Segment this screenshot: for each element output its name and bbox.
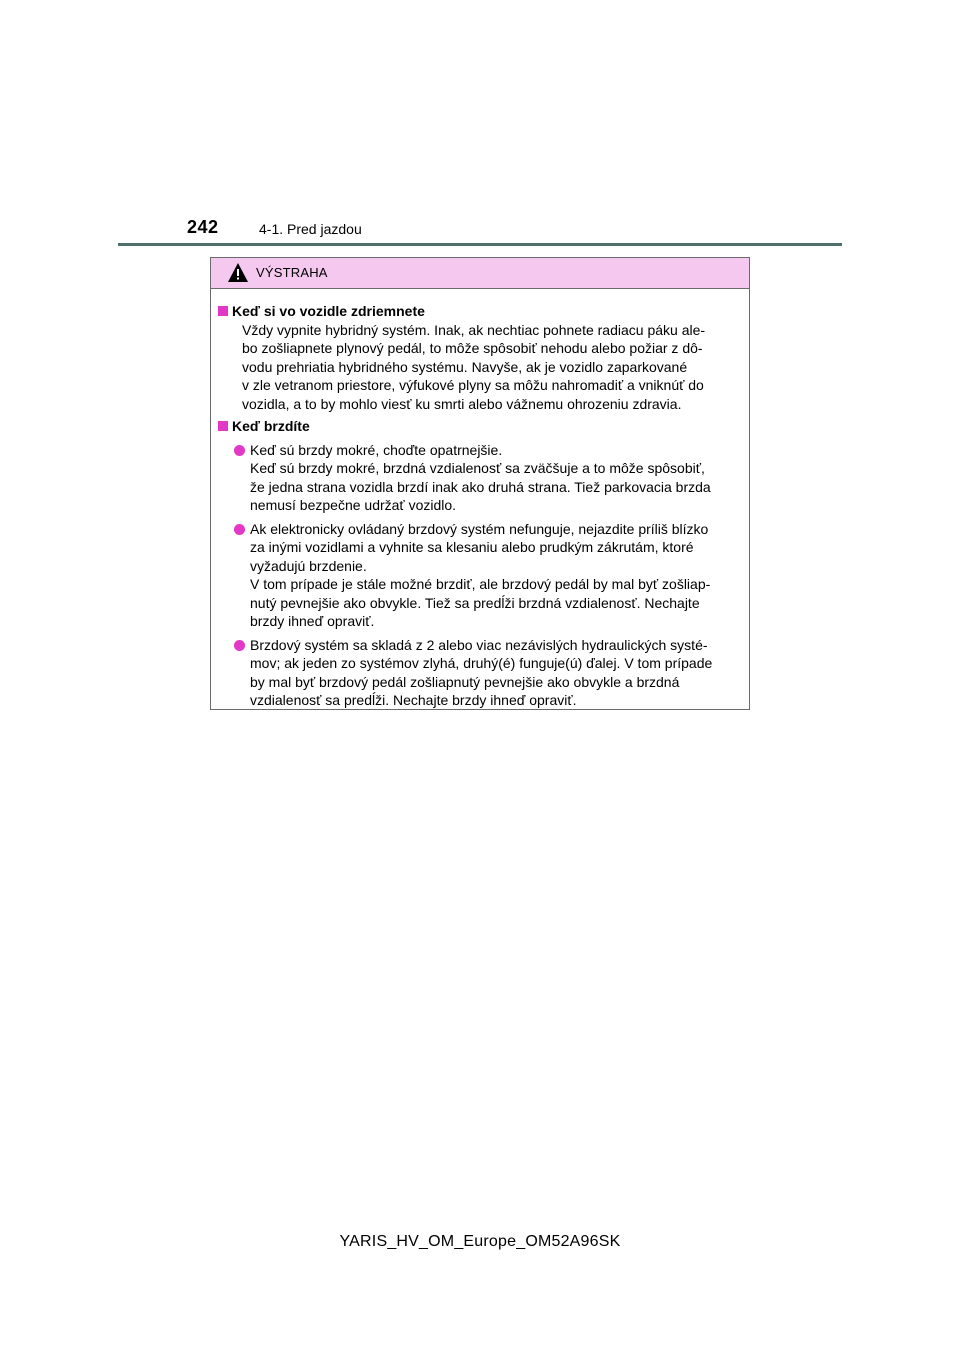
section-heading <box>218 302 742 321</box>
circle-bullet-icon <box>234 445 245 456</box>
list-item <box>218 520 742 631</box>
text-line: mov; ak jeden zo systémov zlyhá, druhý(é) funguje(ú) ďalej. V tom prípade <box>250 655 713 671</box>
section-heading-text: Keď brzdíte <box>232 418 310 434</box>
warning-title: VÝSTRAHA <box>256 265 328 280</box>
text-line: Keď sú brzdy mokré, brzdná vzdialenosť sa zväčšuje a to môže spôsobiť, <box>250 460 705 476</box>
list-item <box>218 441 742 515</box>
text-line: Ak elektronicky ovládaný brzdový systém nefunguje, nejazdite príliš blízko <box>250 520 709 537</box>
text-line: nemusí bezpečne udržať vozidlo. <box>250 497 457 513</box>
text-line: Vždy vypnite hybridný systém. Inak, ak nechtiac pohnete radiacu páku ale- <box>242 321 706 338</box>
text-line: za inými vozidlami a vyhnite sa klesaniu alebo prudkým zákrutám, ktoré <box>250 539 694 555</box>
page-number: 242 <box>187 217 219 237</box>
text-line: Keď sú brzdy mokré, choďte opatrnejšie. <box>250 441 503 458</box>
warning-content <box>211 289 749 710</box>
text-line: by mal byť brzdový pedál zošliapnutý pevnejšie ako obvykle a brzdná <box>250 673 680 690</box>
text-line: vozidla, a to by mohlo viesť ku smrti alebo vážnemu ohrozeniu zdravia. <box>242 395 682 412</box>
warning-header <box>211 258 749 289</box>
circle-bullet-icon <box>234 640 245 651</box>
text-line: Brzdový systém sa skladá z 2 alebo viac nezávislých hydraulických systé- <box>250 636 708 653</box>
text-line: vodu prehriatia hybridného systému. Navyše, ak je vozidlo zaparkované <box>242 358 688 375</box>
text-line: bo zošliapnete plynový pedál, to môže spôsobiť nehodu alebo požiar z dô- <box>242 340 703 356</box>
text-line: vzdialenosť sa predĺži. Nechajte brzdy ihneď opraviť. <box>250 692 577 708</box>
square-bullet-icon <box>218 421 228 431</box>
header-divider <box>118 243 842 246</box>
square-bullet-icon <box>218 306 228 316</box>
paragraph <box>218 321 742 414</box>
text-line: vyžadujú brzdenie. <box>250 557 367 574</box>
warning-triangle-icon <box>227 262 249 283</box>
text-line: nutý pevnejšie ako obvykle. Tiež sa predĺži brzdná vzdialenosť. Nechajte <box>250 594 700 611</box>
section-heading-text: Keď si vo vozidle zdriemnete <box>232 303 425 319</box>
document-code: YARIS_HV_OM_Europe_OM52A96SK <box>339 1233 621 1250</box>
circle-bullet-icon <box>234 524 245 535</box>
text-line: že jedna strana vozidla brzdí inak ako druhá strana. Tiež parkovacia brzda <box>250 478 711 495</box>
text-line: v zle vetranom priestore, výfukové plyny sa môžu nahromadiť a vniknúť do <box>242 377 704 393</box>
warning-box <box>210 257 750 710</box>
section-heading <box>218 417 742 436</box>
section-title: 4-1. Pred jazdou <box>259 221 362 237</box>
list-item <box>218 636 742 710</box>
text-line: V tom prípade je stále možné brzdiť, ale brzdový pedál by mal byť zošliap- <box>250 576 711 592</box>
text-line: brzdy ihneď opraviť. <box>250 613 375 629</box>
